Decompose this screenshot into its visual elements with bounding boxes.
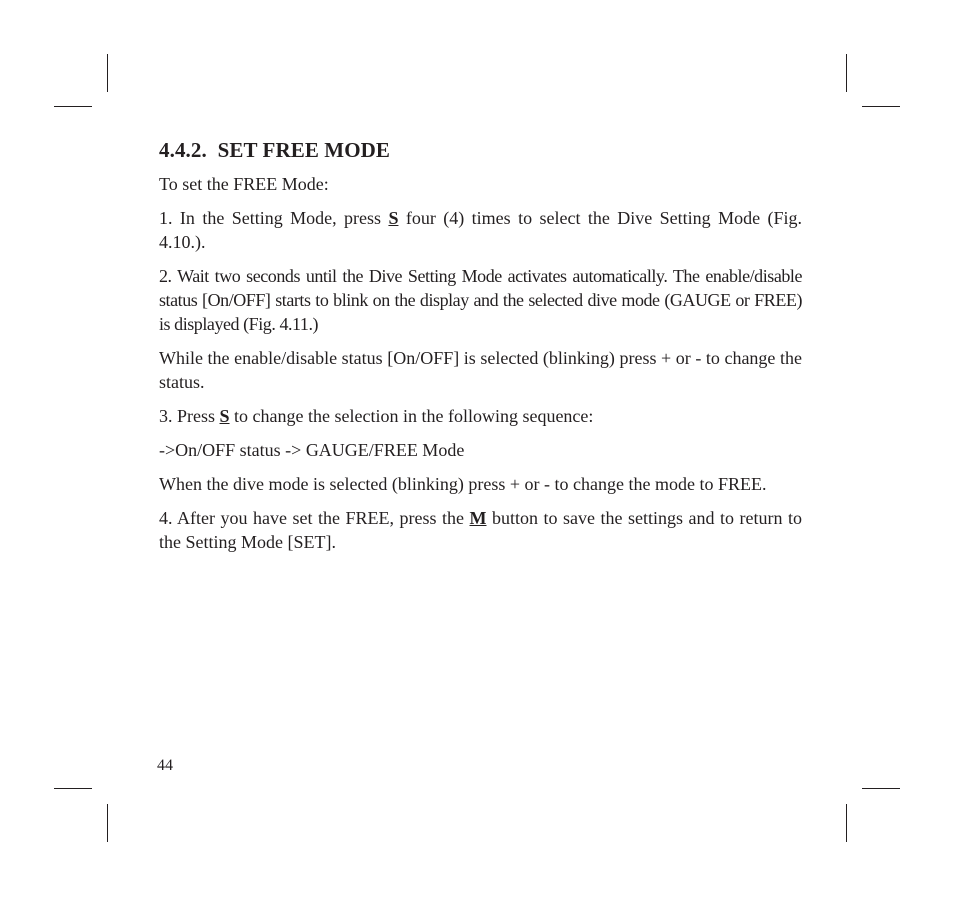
crop-mark-top-left-vertical bbox=[107, 54, 108, 92]
when-paragraph: When the dive mode is selected (blinking) press + or - to change the mode to FREE. bbox=[159, 474, 767, 494]
crop-mark-top-right-vertical bbox=[846, 54, 847, 92]
crop-mark-top-right-horizontal bbox=[862, 106, 900, 107]
page-content bbox=[159, 137, 802, 564]
step-3-paragraph bbox=[159, 404, 802, 428]
sequence-paragraph: ->On/OFF status -> GAUGE/FREE Mode bbox=[159, 440, 465, 460]
section-number: 4.4.2. bbox=[159, 138, 207, 162]
crop-mark-top-left-horizontal bbox=[54, 106, 92, 107]
step-1-text-before: 1. In the Setting Mode, press bbox=[159, 208, 389, 228]
crop-mark-bottom-right-horizontal bbox=[862, 788, 900, 789]
m-button-reference: M bbox=[469, 508, 487, 528]
crop-mark-bottom-right-vertical bbox=[846, 804, 847, 842]
crop-mark-bottom-left-horizontal bbox=[54, 788, 92, 789]
page-number: 44 bbox=[157, 757, 173, 774]
step-4-text-before: 4. After you have set the FREE, press the bbox=[159, 508, 470, 528]
step-4-paragraph bbox=[159, 506, 802, 554]
intro-paragraph: To set the FREE Mode: bbox=[159, 174, 329, 194]
s-button-reference: S bbox=[388, 208, 399, 228]
step-2-paragraph: 2. Wait two seconds until the Dive Setting Mode activates automatically. The enable/disable status [On/OFF] starts to blink on the display and the selected dive mode (GAUGE or FREE) is displayed (Fig. 4.11.) bbox=[159, 266, 802, 334]
while-paragraph: While the enable/disable status [On/OFF] is selected (blinking) press + or - to change the status. bbox=[159, 348, 802, 392]
step-1-text-after: four (4) times to select the Dive Setting Mode (Fig. 4.10.). bbox=[159, 208, 802, 252]
step-3-text-before: 3. Press bbox=[159, 406, 220, 426]
step-4-text-after: button to save the settings and to return to the Setting Mode [SET]. bbox=[159, 508, 802, 552]
step-3-text-after: to change the selection in the following sequence: bbox=[229, 406, 594, 426]
s-button-reference: S bbox=[219, 406, 230, 426]
step-1-paragraph bbox=[159, 206, 802, 254]
crop-mark-bottom-left-vertical bbox=[107, 804, 108, 842]
section-title: SET FREE MODE bbox=[217, 138, 391, 162]
section-heading bbox=[159, 137, 802, 163]
